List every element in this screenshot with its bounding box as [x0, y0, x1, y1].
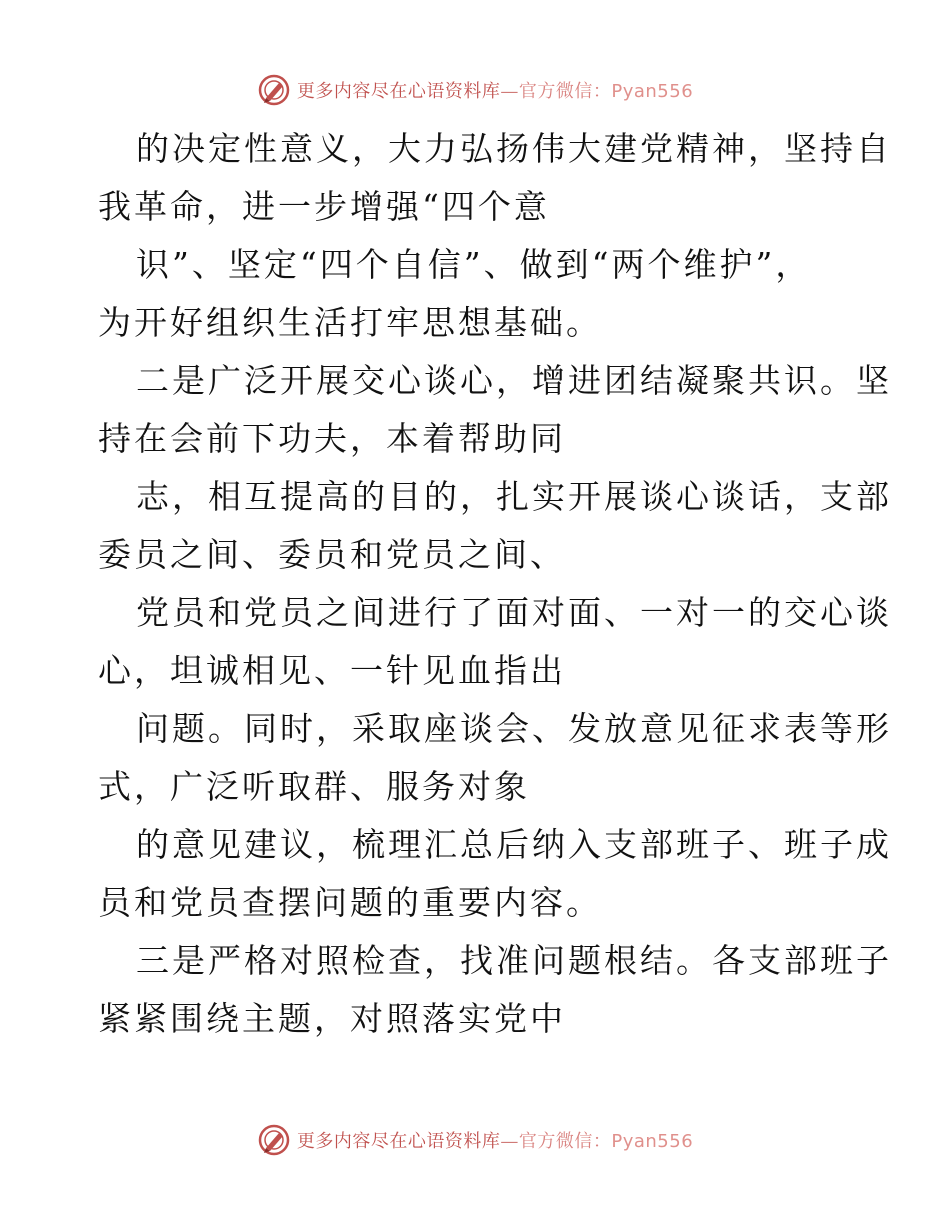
pen-logo-icon: [257, 1123, 291, 1157]
text-line: 式，广泛听取群、服务对象: [98, 767, 530, 806]
text-line: 员和党员查摆问题的重要内容。: [98, 883, 602, 922]
watermark-main: 更多内容尽在心语资料库: [296, 1131, 501, 1152]
text-line: 党员和党员之间进行了面对面、一对一的交心谈: [136, 593, 892, 632]
footer-watermark: [0, 1120, 950, 1160]
text-line: 为开好组织生活打牢思想基础。: [98, 303, 602, 342]
header-watermark: [0, 70, 950, 110]
pen-logo-icon: [257, 73, 291, 107]
text-line: 三是严格对照检查，找准问题根结。各支部班子: [136, 941, 892, 980]
text-line: 我革命，进一步增强“四个意: [98, 187, 550, 226]
text-line: 心，坦诚相见、一针见血指出: [98, 651, 566, 690]
watermark-wechat-id: Pyan556: [611, 81, 694, 102]
watermark-wechat-label: 官方微信：: [518, 1131, 612, 1152]
text-line: 的意见建议，梳理汇总后纳入支部班子、班子成: [136, 825, 892, 864]
watermark-text: [297, 1127, 693, 1153]
text-line: 持在会前下功夫，本着帮助同: [98, 419, 566, 458]
text-line: 紧紧围绕主题，对照落实党中: [98, 999, 566, 1038]
text-line: 识”、坚定“四个自信”、做到“两个维护”，: [136, 245, 812, 284]
text-line: 的决定性意义，大力弘扬伟大建党精神，坚持自: [136, 129, 892, 168]
watermark-main: 更多内容尽在心语资料库: [296, 81, 501, 102]
watermark-dash: —: [500, 1131, 519, 1152]
watermark-dash: —: [500, 81, 519, 102]
text-line: 委员之间、委员和党员之间、: [98, 535, 566, 574]
watermark-wechat-label: 官方微信：: [518, 81, 612, 102]
text-line: 二是广泛开展交心谈心，增进团结凝聚共识。坚: [136, 361, 892, 400]
document-body: [98, 120, 892, 1048]
watermark-text: [297, 77, 693, 103]
text-line: 问题。同时，采取座谈会、发放意见征求表等形: [136, 709, 892, 748]
watermark-wechat-id: Pyan556: [611, 1131, 694, 1152]
text-line: 志，相互提高的目的，扎实开展谈心谈话，支部: [136, 477, 892, 516]
